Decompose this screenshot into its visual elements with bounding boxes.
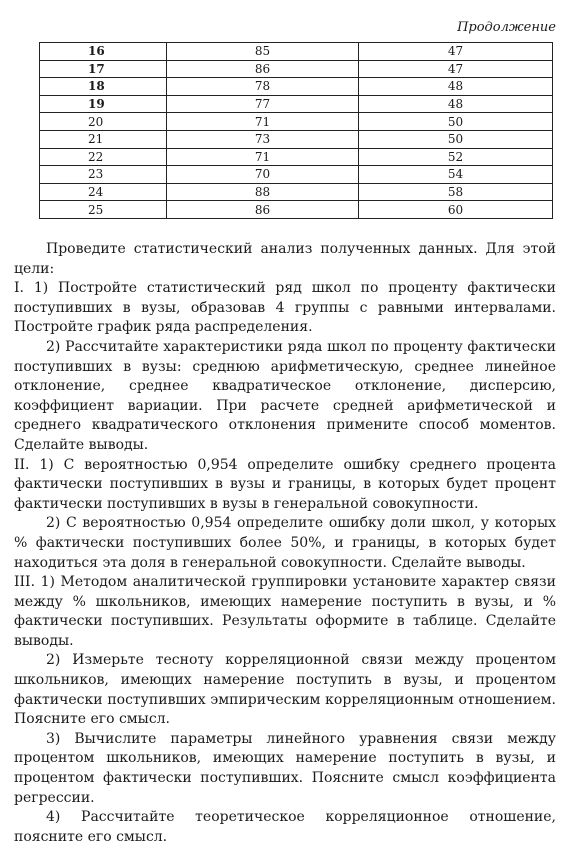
table-row — [40, 166, 553, 184]
table-cell: 16 — [40, 43, 167, 61]
continuation-label: Продолжение — [457, 20, 556, 35]
table-cell: 50 — [358, 113, 552, 131]
table-cell: 86 — [167, 60, 359, 78]
table-cell: 48 — [358, 78, 552, 96]
table-cell: 54 — [358, 166, 552, 184]
table-cell: 23 — [40, 166, 167, 184]
table-row — [40, 95, 553, 113]
paragraph: 4) Рассчитайте теоретическое корреляционное отношение, поясните его смысл. — [14, 809, 556, 845]
table-row — [40, 43, 553, 61]
table-cell: 60 — [358, 201, 552, 219]
paragraph: 2) Измерьте тесноту корреляционной связи между процентом школьников, имеющих намерение поступить в вузы, и процентом фактически поступивших эмпирическим корреляционным отношением. Поясните его смысл. — [14, 652, 556, 728]
table-cell: 73 — [167, 130, 359, 148]
table-row — [40, 130, 553, 148]
body-text — [14, 240, 556, 847]
table-row — [40, 183, 553, 201]
paragraph: 2) С вероятностью 0,954 определите ошибку доли школ, у которых % фактически поступивших более 50%, и границы, в которых будет находиться эта доля в генеральной совокупности. Сделайте выводы. — [14, 515, 556, 571]
table-cell: 47 — [358, 43, 552, 61]
table-cell: 25 — [40, 201, 167, 219]
table-cell: 71 — [167, 148, 359, 166]
table-row — [40, 113, 553, 131]
table-row — [40, 60, 553, 78]
table-cell: 78 — [167, 78, 359, 96]
table-cell: 58 — [358, 183, 552, 201]
table-cell: 20 — [40, 113, 167, 131]
paragraph: 3) Вычислите параметры линейного уравнения связи между процентом школьников, имеющих намерение поступить в вузы, и процентом фактически поступивших. Поясните смысл коэффициента регрессии. — [14, 730, 556, 806]
table-cell: 47 — [358, 60, 552, 78]
table-row — [40, 148, 553, 166]
table-cell: 17 — [40, 60, 167, 78]
table-cell: 71 — [167, 113, 359, 131]
paragraph: II. 1) С вероятностью 0,954 определите ошибку среднего процента фактически поступивших в вузы и границы, в которых будет процент фактически поступивших в вузы в генеральной совокупности. — [14, 456, 556, 512]
table-cell: 52 — [358, 148, 552, 166]
table-cell: 19 — [40, 95, 167, 113]
data-table — [39, 42, 553, 219]
paragraph: I. 1) Постройте статистический ряд школ по проценту фактически поступивших в вузы, образовав 4 группы с равными интервалами. Постройте график ряда распределения. — [14, 280, 556, 336]
table-cell: 86 — [167, 201, 359, 219]
table-cell: 18 — [40, 78, 167, 96]
table-cell: 88 — [167, 183, 359, 201]
table-row — [40, 78, 553, 96]
table-cell: 50 — [358, 130, 552, 148]
table-cell: 85 — [167, 43, 359, 61]
table-cell: 21 — [40, 130, 167, 148]
table-cell: 48 — [358, 95, 552, 113]
table-cell: 24 — [40, 183, 167, 201]
paragraph: Проведите статистический анализ полученных данных. Для этой цели: — [14, 241, 556, 277]
table-row — [40, 201, 553, 219]
paragraph: 2) Рассчитайте характеристики ряда школ по проценту фактически поступивших в вузы: среднюю арифметическую, среднее линейное отклонение, среднее квадратическое отклонение, дисперсию, коэффициент вариации. При расчете средней арифметической и среднего квадратического отклонения примените способ моментов. Сделайте выводы. — [14, 338, 556, 453]
table-cell: 70 — [167, 166, 359, 184]
table-cell: 22 — [40, 148, 167, 166]
paragraph: III. 1) Методом аналитической группировки установите характер связи между % школьников, имеющих намерение поступить в вузы, и % фактически поступивших. Результаты оформите в таблице. Сделайте выводы. — [14, 574, 556, 649]
table-cell: 77 — [167, 95, 359, 113]
